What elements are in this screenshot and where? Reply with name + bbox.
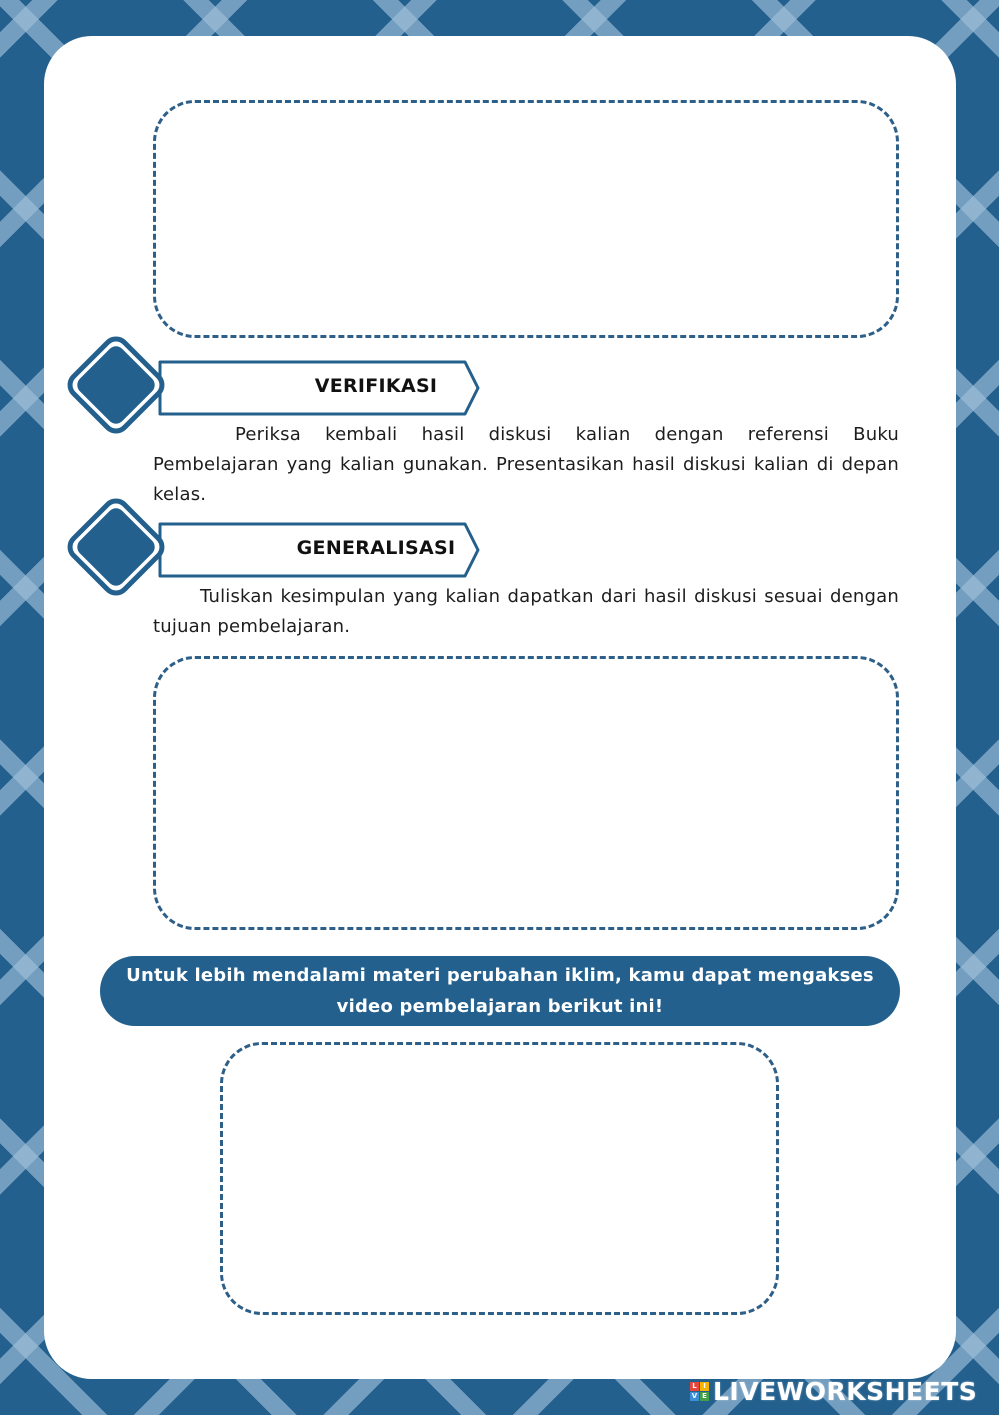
answer-box-top[interactable] — [153, 100, 899, 338]
verifikasi-text: Periksa kembali hasil diskusi kalian dengan referensi Buku Pembelajaran yang kalian gunakan. Presentasikan hasil diskusi kalian di depan kelas. — [153, 424, 899, 505]
logo-letter: V — [691, 1391, 698, 1400]
section-title: VERIFIKASI — [314, 375, 438, 397]
logo-letter: L — [690, 1382, 699, 1391]
liveworksheets-logo — [690, 1376, 990, 1406]
generalisasi-text: Tuliskan kesimpulan yang kalian dapatkan dari hasil diskusi sesuai dengan tujuan pembelajaran. — [153, 586, 899, 637]
logo-letter: E — [700, 1392, 709, 1401]
answer-box-conclusion[interactable] — [153, 656, 899, 930]
section-title: GENERALISASI — [296, 537, 456, 559]
banner-text: Untuk lebih mendalami materi perubahan iklim, kamu dapat mengakses video pembelajaran berikut ini! — [126, 965, 874, 1017]
logo-letter: I — [700, 1382, 709, 1391]
logo-icon — [690, 1382, 709, 1401]
brand-name: LIVEWORKSHEETS — [713, 1376, 978, 1406]
video-box[interactable] — [220, 1042, 779, 1315]
video-info-banner — [100, 956, 900, 1026]
